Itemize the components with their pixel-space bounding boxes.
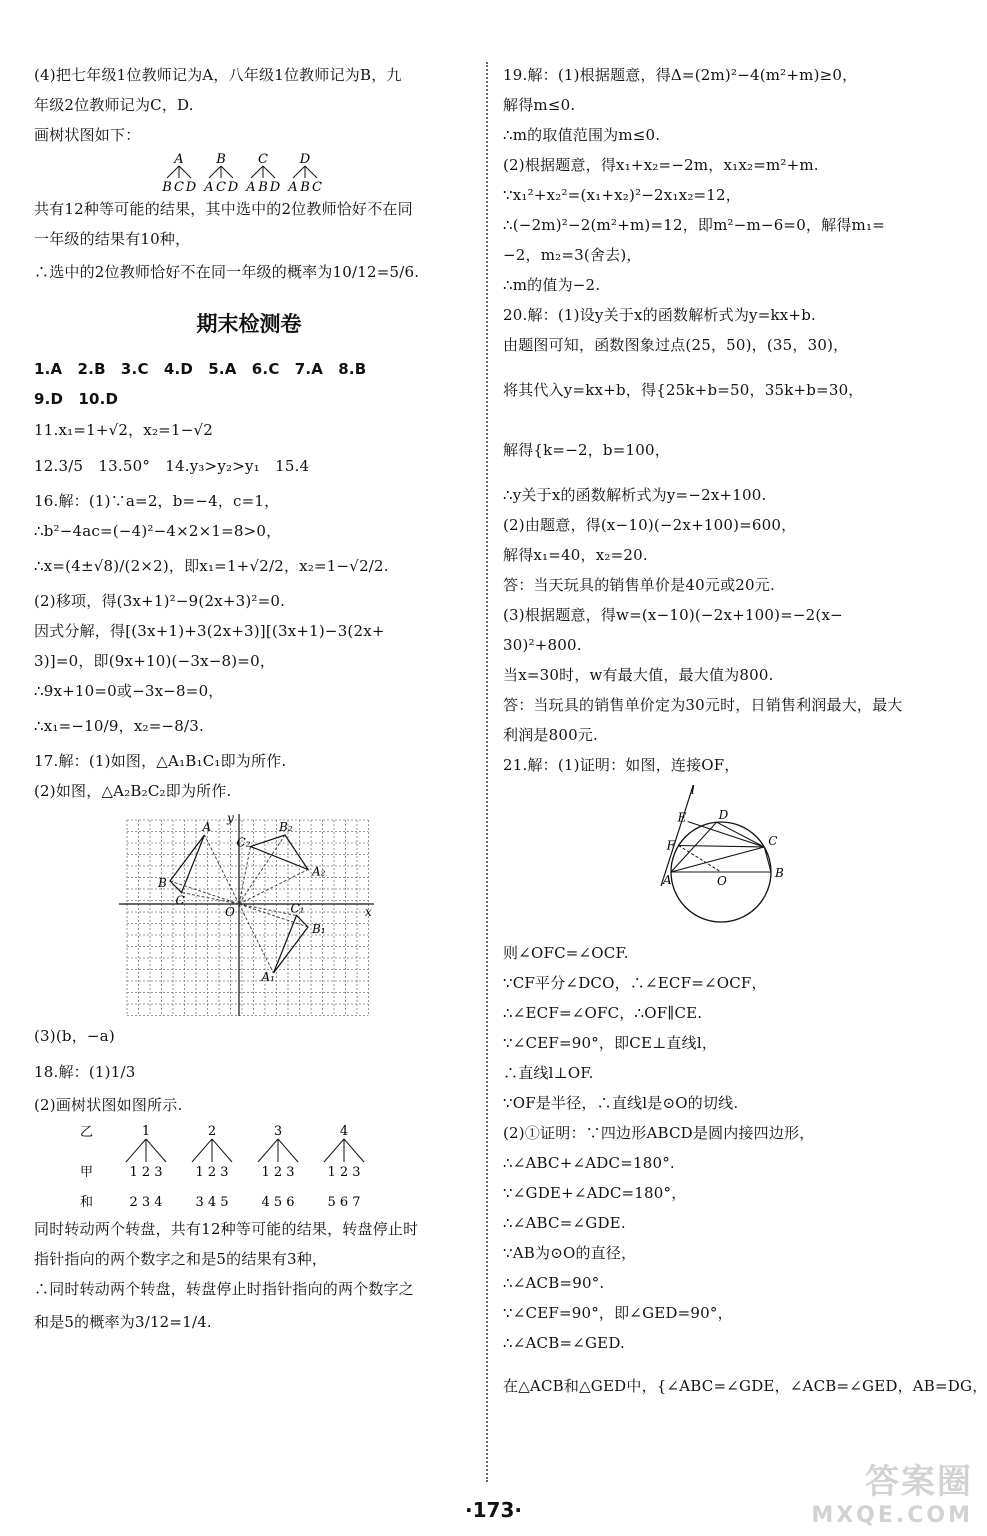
tree-root-label: D — [299, 152, 311, 167]
text-line: 一年级的结果有10种， — [34, 230, 191, 248]
watermark-logo — [811, 1454, 973, 1528]
tree-root-label: 1 — [141, 1124, 151, 1139]
tree-branch — [305, 166, 317, 178]
tree-sum-label: 2 3 4 — [129, 1195, 163, 1210]
text-line: 解得{k=−2，b=100， — [503, 441, 670, 459]
tree-diagram-spinners — [74, 1122, 374, 1214]
tree-root-label: A — [174, 152, 184, 167]
vertex-label: A — [202, 820, 212, 834]
point-label: E — [677, 810, 687, 825]
tree-leaf-label: C — [312, 180, 322, 194]
text-line: 18.解：(1)1/3 — [34, 1063, 136, 1081]
text-line: ∴∠ACB=90°. — [503, 1274, 605, 1292]
text-line: ∴选中的2位教师恰好不在同一年级的概率为10/12=5/6. — [34, 263, 420, 281]
tree-leaf-label: D — [185, 180, 197, 194]
text-line: ∴直线l⊥OF. — [503, 1064, 594, 1082]
vertex-label: A₁ — [261, 970, 275, 984]
text-line: ∵∠CEF=90°，即CE⊥直线l， — [503, 1034, 718, 1052]
tangent-line-l — [661, 786, 693, 886]
text-line: ∴∠ABC=∠GDE. — [503, 1214, 626, 1232]
tree-diagram-teachers — [159, 150, 339, 194]
tree-leaf-label: 1 2 3 — [327, 1165, 361, 1180]
answer-line: 9.D 10.D — [34, 390, 119, 408]
tree-branch — [278, 1139, 298, 1162]
tree-leaf-label: A — [288, 180, 298, 194]
tree-root-label: 2 — [207, 1124, 217, 1139]
text-line: 画树状图如下： — [34, 126, 141, 144]
coordinate-grid-figure — [119, 812, 379, 1018]
tree-sum-label: 4 5 6 — [261, 1195, 295, 1210]
tree-root-label: B — [216, 152, 226, 167]
text-line: 和是5的概率为3/12=1/4. — [34, 1313, 212, 1331]
tree-leaf-label: D — [269, 180, 281, 194]
tree-row-label: 甲 — [80, 1165, 94, 1180]
vertex-label: B₁ — [312, 922, 326, 936]
point-label: O — [717, 874, 727, 888]
construction-line — [239, 904, 274, 973]
tree-row-label: 乙 — [80, 1125, 94, 1140]
point-label: D — [718, 808, 729, 823]
tree-row-label: 和 — [80, 1195, 94, 1210]
text-line: −2，m₂=3(舍去)， — [503, 246, 642, 264]
tree-branch — [179, 166, 191, 178]
answer-line: 12.3/5 13.50° 14.y₃>y₂>y₁ 15.4 — [34, 457, 310, 475]
tree-leaf-label: A — [246, 180, 256, 194]
triangle-ABC — [170, 835, 205, 893]
construction-line — [239, 870, 308, 905]
tree-leaf-label: 1 2 3 — [261, 1165, 295, 1180]
text-line: 解得m≤0. — [503, 96, 576, 114]
text-line: 21.解：(1)证明：如图，连接OF， — [503, 756, 740, 774]
tree-leaf-label: B — [300, 180, 310, 194]
tree-branch — [344, 1139, 364, 1162]
tree-branch — [293, 166, 305, 178]
tree-branch — [146, 1139, 166, 1162]
vertex-label: C₂ — [236, 835, 251, 850]
watermark-line: 答案圈 — [865, 1462, 973, 1502]
vertex-label: B — [158, 876, 167, 890]
text-line: (2)根据题意，得x₁+x₂=−2m，x₁x₂=m²+m. — [503, 156, 819, 174]
text-line: 17.解：(1)如图，△A₁B₁C₁即为所作. — [34, 752, 287, 770]
point-label: B — [775, 866, 784, 880]
text-line: 当x=30时，w有最大值，最大值为800. — [503, 666, 774, 684]
tree-branch — [192, 1139, 212, 1162]
text-line: 同时转动两个转盘，共有12种等可能的结果，转盘停止时 — [34, 1220, 419, 1238]
text-line: ∵x₁²+x₂²=(x₁+x₂)²−2x₁x₂=12， — [503, 186, 741, 204]
text-line: (2)由题意，得(x−10)(−2x+100)=600， — [503, 516, 797, 534]
text-line: 30)²+800. — [503, 636, 582, 654]
y-axis-label: y — [227, 812, 234, 825]
text-line: ∴x₁=−10/9，x₂=−8/3. — [34, 717, 204, 735]
point-label: l — [691, 783, 695, 797]
tree-branch — [324, 1139, 344, 1162]
text-line: ∴(−2m)²−2(m²+m)=12，即m²−m−6=0，解得m₁= — [503, 216, 885, 234]
circle-tangent-figure — [653, 782, 813, 932]
right-column — [503, 60, 987, 1414]
text-line: ∴x=(4±√8)/(2×2)，即x₁=1+√2/2，x₂=1−√2/2. — [34, 557, 389, 575]
text-line: ∴9x+10=0或−3x−8=0， — [34, 682, 224, 700]
tree-leaf-label: B — [162, 180, 172, 194]
text-line: ∵CF平分∠DCO，∴∠ECF=∠OCF， — [503, 974, 767, 992]
tree-leaf-label: 1 2 3 — [195, 1165, 229, 1180]
tree-sum-label: 3 4 5 — [195, 1195, 229, 1210]
tree-branch — [209, 166, 221, 178]
tree-branch — [126, 1139, 146, 1162]
vertex-label: C₁ — [290, 901, 305, 916]
text-line: ∴∠ABC+∠ADC=180°. — [503, 1154, 675, 1172]
tree-leaf-label: B — [258, 180, 268, 194]
page-number: ·173· — [465, 1498, 522, 1522]
text-line: ∴∠ECF=∠OFC，∴OF∥CE. — [503, 1004, 703, 1022]
vertex-label: A₂ — [312, 864, 326, 879]
text-line: 因式分解，得[(3x+1)+3(2x+3)][(3x+1)−3(2x+ — [34, 622, 385, 640]
tree-root-label: 3 — [273, 1124, 283, 1139]
text-line: 解得x₁=40，x₂=20. — [503, 546, 648, 564]
text-line: ∵OF是半径，∴直线l是⊙O的切线. — [503, 1094, 739, 1112]
tree-branch — [258, 1139, 278, 1162]
text-line: 年级2位教师记为C，D. — [34, 96, 194, 114]
text-line: (2)如图，△A₂B₂C₂即为所作. — [34, 782, 232, 800]
triangle-A1B1C1 — [274, 916, 309, 974]
text-line: 在△ACB和△GED中，{∠ABC=∠GDE，∠ACB=∠GED，AB=DG， — [503, 1377, 987, 1395]
text-line: ∴m的值为−2. — [503, 276, 601, 294]
text-line: (4)把七年级1位教师记为A，八年级1位教师记为B，九 — [34, 66, 402, 84]
tree-leaf-label: C — [174, 180, 184, 194]
answer-line: 1.A 2.B 3.C 4.D 5.A 6.C 7.A 8.B — [34, 360, 367, 378]
section-title: 期末检测卷 — [196, 312, 302, 336]
column-divider — [486, 62, 488, 1482]
text-line: 指针指向的两个数字之和是5的结果有3种， — [34, 1250, 328, 1268]
text-line: ∴m的取值范围为m≤0. — [503, 126, 661, 144]
text-line: (3)(b，−a) — [34, 1027, 115, 1045]
text-line: 20.解：(1)设y关于x的函数解析式为y=kx+b. — [503, 306, 816, 324]
tree-leaf-label: A — [204, 180, 214, 194]
tree-sum-label: 5 6 7 — [327, 1195, 361, 1210]
text-line: 16.解：(1)∵a=2，b=−4，c=1， — [34, 492, 280, 510]
origin-label: O — [225, 905, 235, 919]
tree-leaf-label: C — [216, 180, 226, 194]
text-line: 利润是800元. — [503, 726, 598, 744]
text-line: ∴同时转动两个转盘，转盘停止时指针指向的两个数字之 — [34, 1280, 415, 1298]
tree-leaf-label: D — [227, 180, 239, 194]
point-label: F — [666, 838, 675, 853]
point-label: C — [768, 834, 778, 848]
construction-line — [205, 835, 240, 904]
text-line: (3)根据题意，得w=(x−10)(−2x+100)=−2(x− — [503, 606, 843, 624]
text-line: ∴y关于x的函数解析式为y=−2x+100. — [503, 486, 767, 504]
x-axis-label: x — [365, 905, 372, 919]
tree-branch — [167, 166, 179, 178]
text-line: 答：当天玩具的销售单价是40元或20元. — [503, 576, 775, 594]
tree-root-label: C — [258, 152, 268, 167]
point-label: A — [663, 873, 672, 887]
text-line: ∴∠ACB=∠GED. — [503, 1334, 625, 1352]
text-line: (2)①证明：∵四边形ABCD是圆内接四边形， — [503, 1124, 815, 1142]
text-line: (2)画树状图如图所示. — [34, 1096, 183, 1114]
vertex-label: C — [175, 893, 185, 908]
answer-line: 11.x₁=1+√2，x₂=1−√2 — [34, 421, 213, 439]
chord-AC — [671, 847, 764, 872]
text-line: (2)移项，得(3x+1)²−9(2x+3)²=0. — [34, 592, 286, 610]
tree-branch — [251, 166, 263, 178]
tree-branch — [263, 166, 275, 178]
text-line: 3)]=0，即(9x+10)(−3x−8)=0， — [34, 652, 276, 670]
text-line: ∴b²−4ac=(−4)²−4×2×1=8>0， — [34, 522, 282, 540]
tree-branch — [221, 166, 233, 178]
tree-leaf-label: 1 2 3 — [129, 1165, 163, 1180]
segment-FC — [679, 846, 765, 847]
text-line: ∵∠GDE+∠ADC=180°， — [503, 1184, 687, 1202]
text-line: ∵AB为⊙O的直径， — [503, 1244, 637, 1262]
watermark-line: MXQE.COM — [811, 1503, 973, 1528]
text-line: 19.解：(1)根据题意，得Δ=(2m)²−4(m²+m)≥0， — [503, 66, 858, 84]
left-column — [34, 60, 464, 1340]
text-line: 共有12种等可能的结果，其中选中的2位教师恰好不在同 — [34, 200, 413, 218]
tree-branch — [212, 1139, 232, 1162]
text-line: 将其代入y=kx+b，得{25k+b=50，35k+b=30， — [503, 381, 864, 399]
text-line: 由题图可知，函数图象过点(25，50)，(35，30)， — [503, 336, 849, 354]
vertex-label: B₂ — [279, 820, 293, 834]
tree-root-label: 4 — [339, 1124, 349, 1139]
text-line: 答：当玩具的销售单价定为30元时，日销售利润最大，最大 — [503, 696, 903, 714]
text-line: ∵∠CEF=90°，即∠GED=90°， — [503, 1304, 733, 1322]
text-line: 则∠OFC=∠OCF. — [503, 944, 629, 962]
